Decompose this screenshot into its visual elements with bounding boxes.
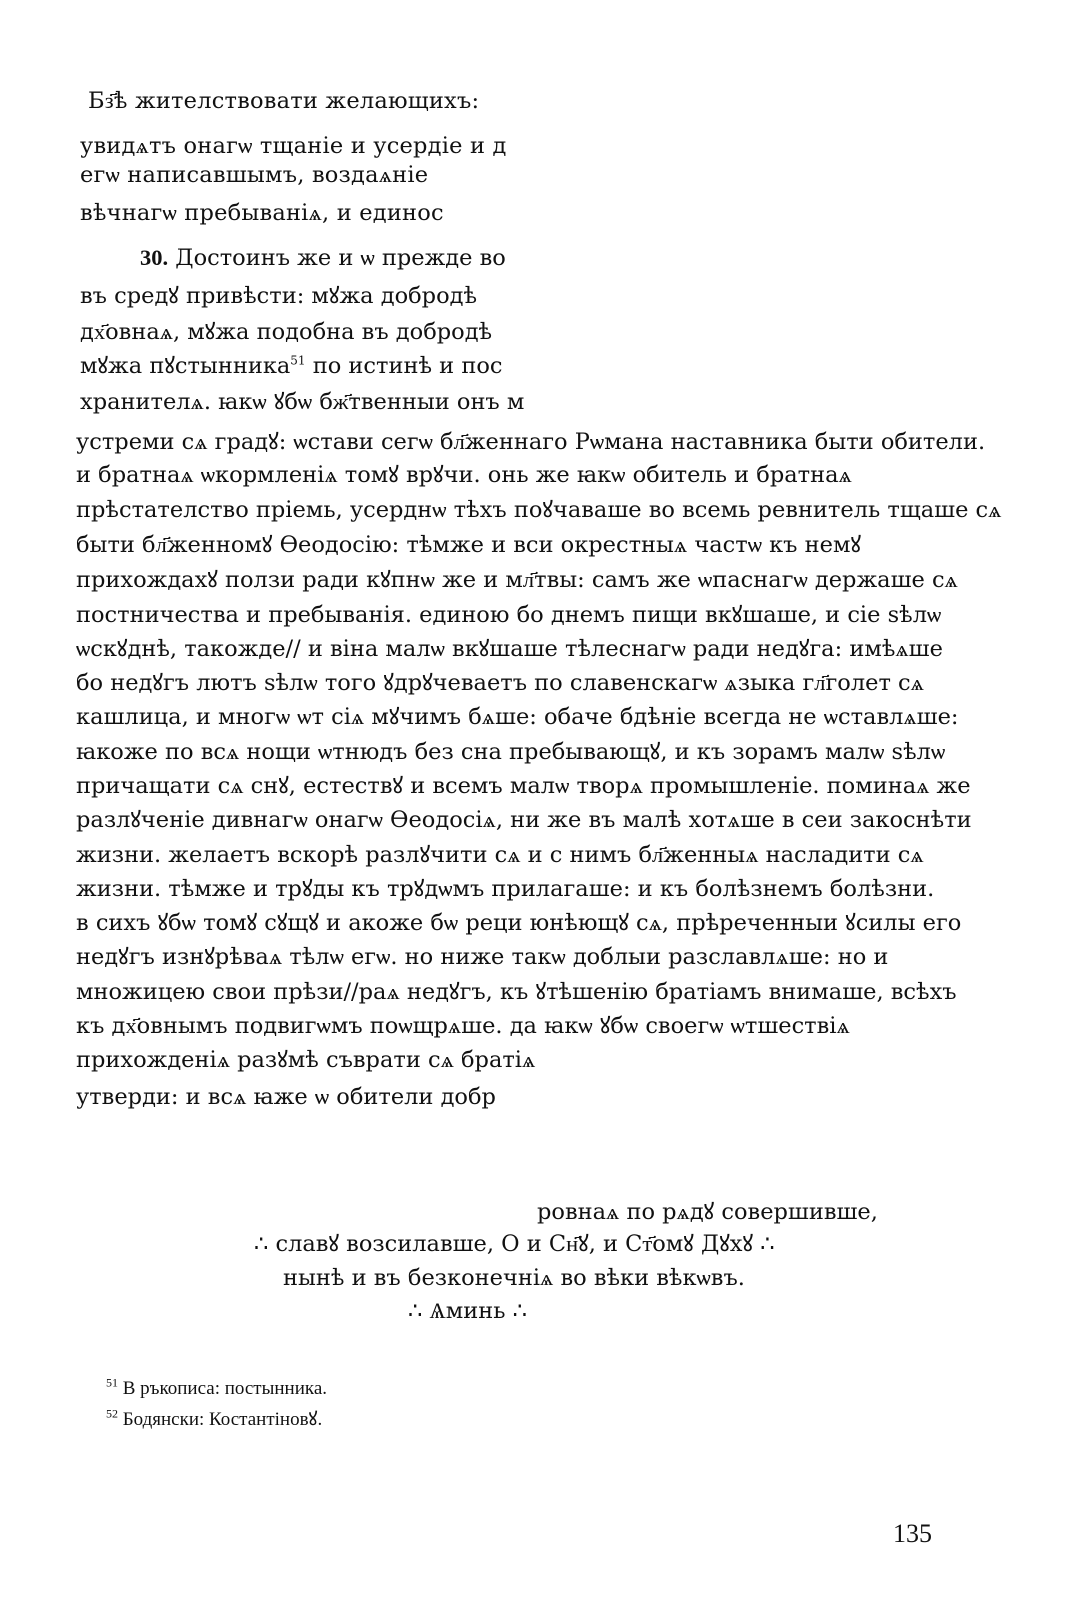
text-line: прѣстателство пріемь, усерднѡ тѣхъ поꙋчаваше во всемь ревнитель тщаше сѧ: [76, 497, 1002, 523]
footnote-ref-51: 51: [290, 353, 306, 368]
text-line: жизни. желаетъ вскорѣ разлꙋчити сѧ и с нимъ бл҃женныѧ насладити сѧ: [76, 842, 924, 868]
closing-line: нынѣ и въ безконечніѧ во вѣки вѣкѡвъ.: [283, 1265, 745, 1291]
text-line: вѣчнагѡ пребываніѧ, и единос: [80, 200, 444, 226]
text-line: дх҃овнаѧ, мꙋжа подобна въ добродѣ: [80, 319, 493, 345]
text-line: устреми сѧ градꙋ: ѡстави сегѡ бл҃женнаго Рѡмана наставника быти обители.: [76, 429, 986, 455]
text-line: прихожденіѧ разꙋмѣ съврати сѧ братіѧ: [76, 1047, 536, 1073]
text-line: егѡ написавшымъ, воздаѧніе: [80, 162, 429, 188]
footnote-number: 52: [106, 1406, 118, 1421]
text-line: быти бл҃женномꙋ Ѳеодосію: тѣмже и вси окрестныѧ частѡ къ немꙋ: [76, 532, 861, 558]
paragraph-number: 30.: [140, 245, 169, 270]
text-span: Достоинъ же и ѡ прежде во: [175, 245, 506, 271]
footnote-text: В ръкописа: постынника.: [122, 1378, 327, 1399]
text-line: Бз҃ѣ жителствовати желающихъ:: [88, 88, 480, 114]
paragraph-30-first-line: [140, 243, 506, 273]
footnote-text: Бодянски: Костантіновꙋ.: [122, 1409, 323, 1430]
text-line-with-footnote: [80, 351, 502, 381]
text-line: прихождахꙋ ползи ради кꙋпнѡ же и мл҃твы: самъ же ѡпаснагѡ держаше сѧ: [76, 567, 958, 593]
closing-line: ∴ славꙋ возсилавше, О и Сн҃ꙋ, и Ст҃омꙋ Дꙋхꙋ ∴: [254, 1231, 775, 1257]
page-number: 135: [893, 1519, 932, 1548]
text-line: утверди: и всѧ ꙗже ѡ обители добр: [76, 1084, 496, 1110]
text-line: увидѧтъ онагѡ тщаніе и усердіе и д: [80, 133, 507, 159]
text-line: бо недꙋгъ лютъ ѕѣлѡ того ꙋдрꙋчеваетъ по славенскагѡ ѧзыка гл҃голет сѧ: [76, 670, 924, 696]
text-span: мꙋжа пꙋстынника: [80, 353, 291, 379]
text-line: въ средꙋ привѣсти: мꙋжа добродѣ: [80, 283, 478, 309]
closing-amen: ∴ Ѧминь ∴: [408, 1298, 527, 1324]
text-line: ѡскꙋднѣ, такожде// и віна малѡ вкꙋшаше тѣлеснагѡ ради недꙋга: имѣѧше: [76, 636, 943, 662]
footnote: [106, 1375, 327, 1400]
text-line: и братнаѧ ѡкормленіѧ томꙋ врꙋчи. онь же ꙗкѡ обитель и братнаѧ: [76, 462, 852, 488]
text-span: по истинѣ и пос: [305, 353, 503, 379]
text-line: недꙋгъ изнꙋрѣваѧ тѣлѡ егѡ. но ниже такѡ доблыи разславлѧше: но и: [76, 944, 889, 970]
text-line: кашлица, и многѡ ѡт сіѧ мꙋчимъ бѧше: обаче бдѣніе всегда не ѡставлѧше:: [76, 704, 959, 730]
text-line: причащати сѧ снꙋ, естествꙋ и всемъ малѡ творѧ промышленіе. поминаѧ же: [76, 773, 971, 799]
text-line: разлꙋченіе дивнагѡ онагѡ Ѳеодосіѧ, ни же въ малѣ хотѧше в сеи закоснѣти: [76, 807, 972, 833]
text-line: хранителѧ. ꙗкѡ ꙋбѡ бж҃твенныи онъ м: [80, 389, 525, 415]
text-line: къ дх҃овнымъ подвигѡмъ поѡщрѧше. да ꙗкѡ ꙋбѡ своегѡ ѡтшествіѧ: [76, 1013, 850, 1039]
footnote-number: 51: [106, 1375, 118, 1390]
footnote: [106, 1405, 322, 1431]
text-line: постничества и пребыванія. единою бо днемъ пищи вкꙋшаше, и сіе ѕѣлѡ: [76, 602, 942, 628]
text-line: множицею свои прѣзи//раѧ недꙋгъ, къ ꙋтѣшенію братіамъ внимаше, всѣхъ: [76, 979, 957, 1005]
closing-line: ровнаѧ по рѧдꙋ совершивше,: [537, 1199, 878, 1225]
text-line: ꙗкоже по всѧ нощи ѡтнюдъ без сна пребывающꙋ, и къ зорамъ малѡ ѕѣлѡ: [76, 739, 946, 765]
text-line: в сихъ ꙋбѡ томꙋ сꙋщꙋ и акоже бѡ реци юнѣющꙋ сѧ, прѣреченныи ꙋсилы его: [76, 910, 962, 936]
text-line: жизни. тѣмже и трꙋды къ трꙋдѡмъ прилагаше: и къ болѣзнемъ болѣзни.: [76, 876, 935, 902]
